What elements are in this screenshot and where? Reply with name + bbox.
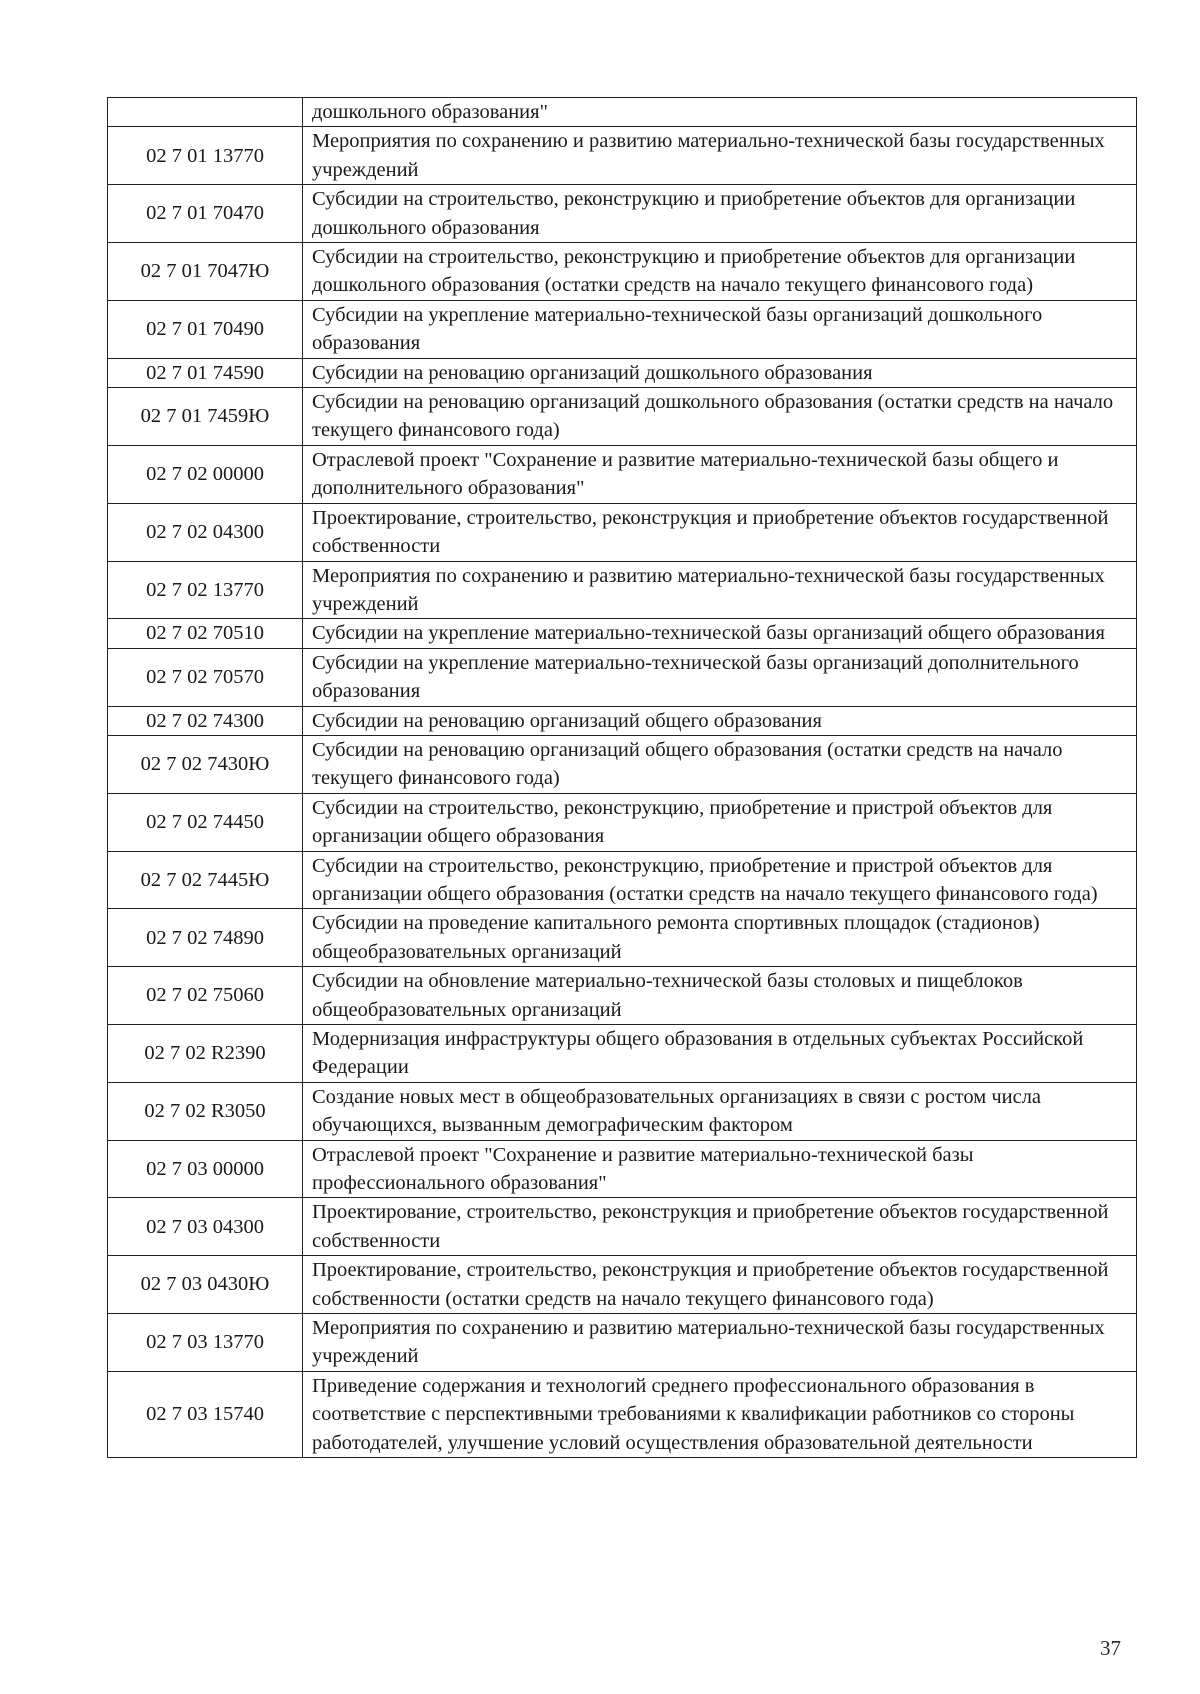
- page-number: 37: [1100, 1636, 1121, 1660]
- code-cell: 02 7 02 R2390: [108, 1025, 303, 1083]
- description-cell: Мероприятия по сохранению и развитию материально-технической базы государственных учреждений: [303, 1314, 1137, 1372]
- code-cell: 02 7 02 04300: [108, 503, 303, 561]
- table-row: [108, 648, 1137, 706]
- code-cell: 02 7 02 75060: [108, 967, 303, 1025]
- description-cell: Субсидии на реновацию организаций общего образования: [303, 706, 1137, 735]
- table-row: [108, 1082, 1137, 1140]
- description-cell: Субсидии на обновление материально-технической базы столовых и пищеблоков общеобразовательных организаций: [303, 967, 1137, 1025]
- table-row: [108, 909, 1137, 967]
- table-row: [108, 98, 1137, 127]
- table-row: [108, 1198, 1137, 1256]
- code-cell: 02 7 02 00000: [108, 445, 303, 503]
- description-cell: Приведение содержания и технологий среднего профессионального образования в соответствие с перспективными требованиями к квалификации работников со стороны работодателей, улучшение условий осуществления образовательной деятельности: [303, 1371, 1137, 1457]
- description-cell: Отраслевой проект "Сохранение и развитие материально-технической базы общего и дополнительного образования": [303, 445, 1137, 503]
- table-row: [108, 1371, 1137, 1457]
- code-cell: 02 7 02 70570: [108, 648, 303, 706]
- table-row: [108, 735, 1137, 793]
- code-cell: 02 7 01 74590: [108, 358, 303, 387]
- code-cell: 02 7 02 74890: [108, 909, 303, 967]
- description-cell: Проектирование, строительство, реконструкция и приобретение объектов государственной собственности: [303, 1198, 1137, 1256]
- description-cell: Субсидии на укрепление материально-технической базы организаций общего образования: [303, 619, 1137, 648]
- code-cell: 02 7 03 13770: [108, 1314, 303, 1372]
- code-cell: [108, 98, 303, 127]
- code-cell: 02 7 01 70490: [108, 300, 303, 358]
- description-cell: Отраслевой проект "Сохранение и развитие материально-технической базы профессионального образования": [303, 1140, 1137, 1198]
- code-cell: 02 7 02 74300: [108, 706, 303, 735]
- table-row: [108, 706, 1137, 735]
- table-row: [108, 243, 1137, 301]
- code-cell: 02 7 02 7445Ю: [108, 851, 303, 909]
- description-cell: Модернизация инфраструктуры общего образования в отдельных субъектах Российской Федерации: [303, 1025, 1137, 1083]
- table-row: [108, 1025, 1137, 1083]
- description-cell: Проектирование, строительство, реконструкция и приобретение объектов государственной собственности (остатки средств на начало текущего финансового года): [303, 1256, 1137, 1314]
- table-row: [108, 127, 1137, 185]
- table-row: [108, 1314, 1137, 1372]
- description-cell: Субсидии на реновацию организаций дошкольного образования: [303, 358, 1137, 387]
- code-cell: 02 7 02 74450: [108, 793, 303, 851]
- table-row: [108, 358, 1137, 387]
- description-cell: дошкольного образования": [303, 98, 1137, 127]
- table-row: [108, 793, 1137, 851]
- table-row: [108, 851, 1137, 909]
- description-cell: Субсидии на строительство, реконструкцию, приобретение и пристрой объектов для организации общего образования (остатки средств на начало текущего финансового года): [303, 851, 1137, 909]
- description-cell: Субсидии на проведение капитального ремонта спортивных площадок (стадионов) общеобразовательных организаций: [303, 909, 1137, 967]
- table-row: [108, 388, 1137, 446]
- description-cell: Субсидии на строительство, реконструкцию, приобретение и пристрой объектов для организации общего образования: [303, 793, 1137, 851]
- description-cell: Субсидии на строительство, реконструкцию и приобретение объектов для организации дошкольного образования: [303, 185, 1137, 243]
- table-row: [108, 185, 1137, 243]
- description-cell: Проектирование, строительство, реконструкция и приобретение объектов государственной собственности: [303, 503, 1137, 561]
- code-cell: 02 7 02 R3050: [108, 1082, 303, 1140]
- table-row: [108, 503, 1137, 561]
- description-cell: Мероприятия по сохранению и развитию материально-технической базы государственных учреждений: [303, 127, 1137, 185]
- description-cell: Субсидии на укрепление материально-технической базы организаций дошкольного образования: [303, 300, 1137, 358]
- table-row: [108, 1140, 1137, 1198]
- code-cell: 02 7 03 04300: [108, 1198, 303, 1256]
- code-cell: 02 7 01 13770: [108, 127, 303, 185]
- description-cell: Субсидии на строительство, реконструкцию и приобретение объектов для организации дошкольного образования (остатки средств на начало текущего финансового года): [303, 243, 1137, 301]
- table-row: [108, 445, 1137, 503]
- description-cell: Мероприятия по сохранению и развитию материально-технической базы государственных учреждений: [303, 561, 1137, 619]
- budget-codes-table: [107, 97, 1137, 1458]
- table-row: [108, 1256, 1137, 1314]
- table-body: [108, 98, 1137, 1458]
- description-cell: Создание новых мест в общеобразовательных организациях в связи с ростом числа обучающихся, вызванным демографическим фактором: [303, 1082, 1137, 1140]
- description-cell: Субсидии на укрепление материально-технической базы организаций дополнительного образования: [303, 648, 1137, 706]
- code-cell: 02 7 01 7459Ю: [108, 388, 303, 446]
- table-row: [108, 967, 1137, 1025]
- code-cell: 02 7 03 15740: [108, 1371, 303, 1457]
- table-row: [108, 561, 1137, 619]
- code-cell: 02 7 01 7047Ю: [108, 243, 303, 301]
- description-cell: Субсидии на реновацию организаций общего образования (остатки средств на начало текущего финансового года): [303, 735, 1137, 793]
- code-cell: 02 7 02 13770: [108, 561, 303, 619]
- table-row: [108, 300, 1137, 358]
- table-row: [108, 619, 1137, 648]
- code-cell: 02 7 02 7430Ю: [108, 735, 303, 793]
- code-cell: 02 7 03 0430Ю: [108, 1256, 303, 1314]
- code-cell: 02 7 01 70470: [108, 185, 303, 243]
- description-cell: Субсидии на реновацию организаций дошкольного образования (остатки средств на начало текущего финансового года): [303, 388, 1137, 446]
- code-cell: 02 7 02 70510: [108, 619, 303, 648]
- code-cell: 02 7 03 00000: [108, 1140, 303, 1198]
